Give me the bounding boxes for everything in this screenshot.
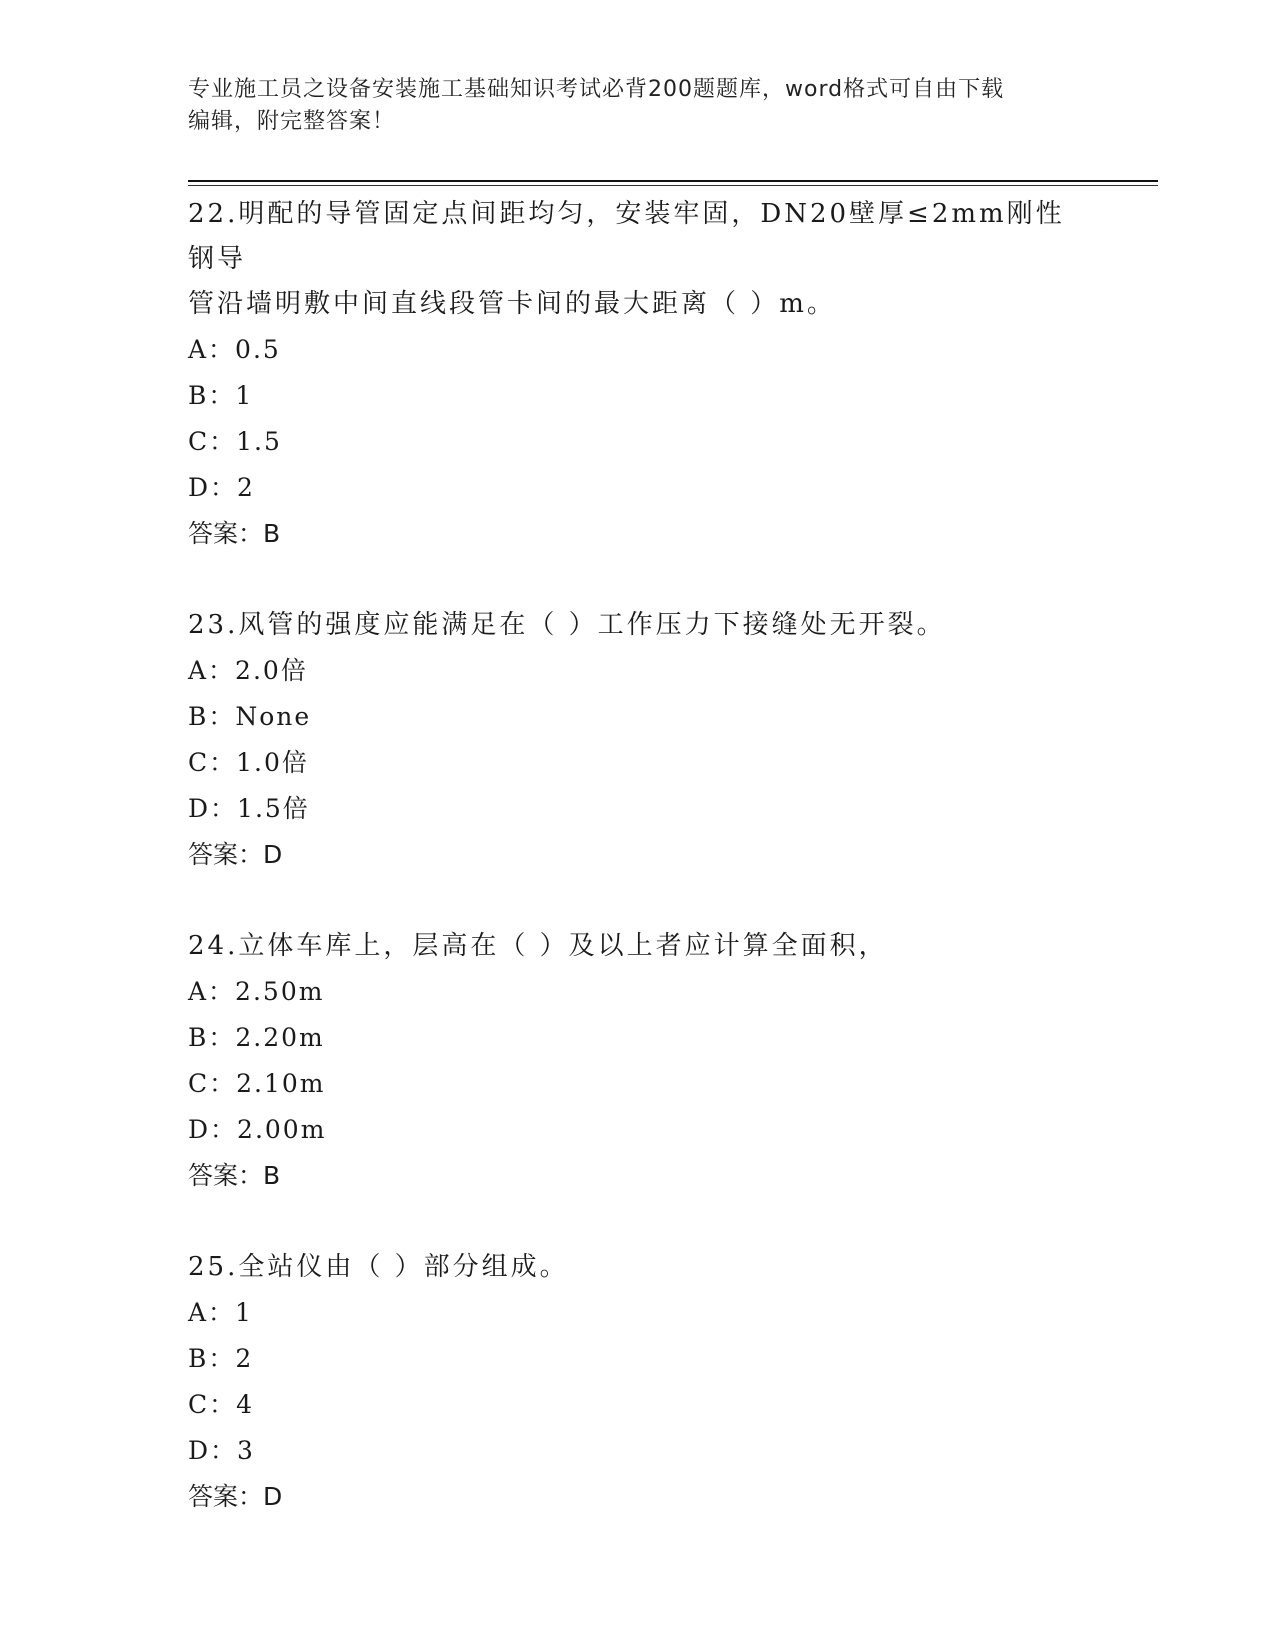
question-stem: 25.全站仪由（ ）部分组成。 xyxy=(188,1252,569,1282)
option-b: B：None xyxy=(188,702,312,731)
question-25 xyxy=(188,1243,1088,1519)
question-spacer xyxy=(188,877,1088,922)
question-23 xyxy=(188,601,1088,877)
option-a: A：1 xyxy=(188,1298,253,1327)
question-spacer xyxy=(188,556,1088,601)
option-b: B：2.20m xyxy=(188,1023,325,1052)
option-b: B：1 xyxy=(188,381,254,410)
option-d: D：2.00m xyxy=(188,1115,327,1144)
answer-line: 答案：B xyxy=(188,519,281,548)
answer-line: 答案：D xyxy=(188,840,283,869)
option-c: C：2.10m xyxy=(188,1069,326,1098)
question-stem: 23.风管的强度应能满足在（ ）工作压力下接缝处无开裂。 xyxy=(188,610,946,640)
answer-line: 答案：D xyxy=(188,1482,283,1511)
header-divider-thin xyxy=(188,185,1158,186)
question-spacer xyxy=(188,1198,1088,1243)
option-b: B：2 xyxy=(188,1344,254,1373)
option-d: D：2 xyxy=(188,473,255,502)
question-24 xyxy=(188,922,1088,1198)
question-stem: 24.立体车库上，层高在（ ）及以上者应计算全面积， xyxy=(188,931,888,961)
header-line-2: 编辑，附完整答案！ xyxy=(188,109,396,134)
document-header xyxy=(188,74,1088,138)
option-d: D：1.5倍 xyxy=(188,794,310,823)
answer-line: 答案：B xyxy=(188,1161,281,1190)
question-stem: 22.明配的导管固定点间距均匀，安装牢固，DN20壁厚≤2mm刚性钢导 管沿墙明敷中间直线段管卡间的最大距离（ ）m。 xyxy=(188,199,1065,319)
option-c: C：1.0倍 xyxy=(188,748,309,777)
header-line-1: 专业施工员之设备安装施工基础知识考试必背200题题库，word格式可自由下载 xyxy=(188,77,1005,102)
option-a: A：2.0倍 xyxy=(188,656,308,685)
option-a: A：2.50m xyxy=(188,977,325,1006)
option-c: C：1.5 xyxy=(188,427,282,456)
question-22 xyxy=(188,190,1088,556)
option-c: C：4 xyxy=(188,1390,255,1419)
question-list xyxy=(188,190,1088,1519)
option-a: A：0.5 xyxy=(188,335,281,364)
option-d: D：3 xyxy=(188,1436,255,1465)
header-divider-thick xyxy=(188,180,1158,182)
